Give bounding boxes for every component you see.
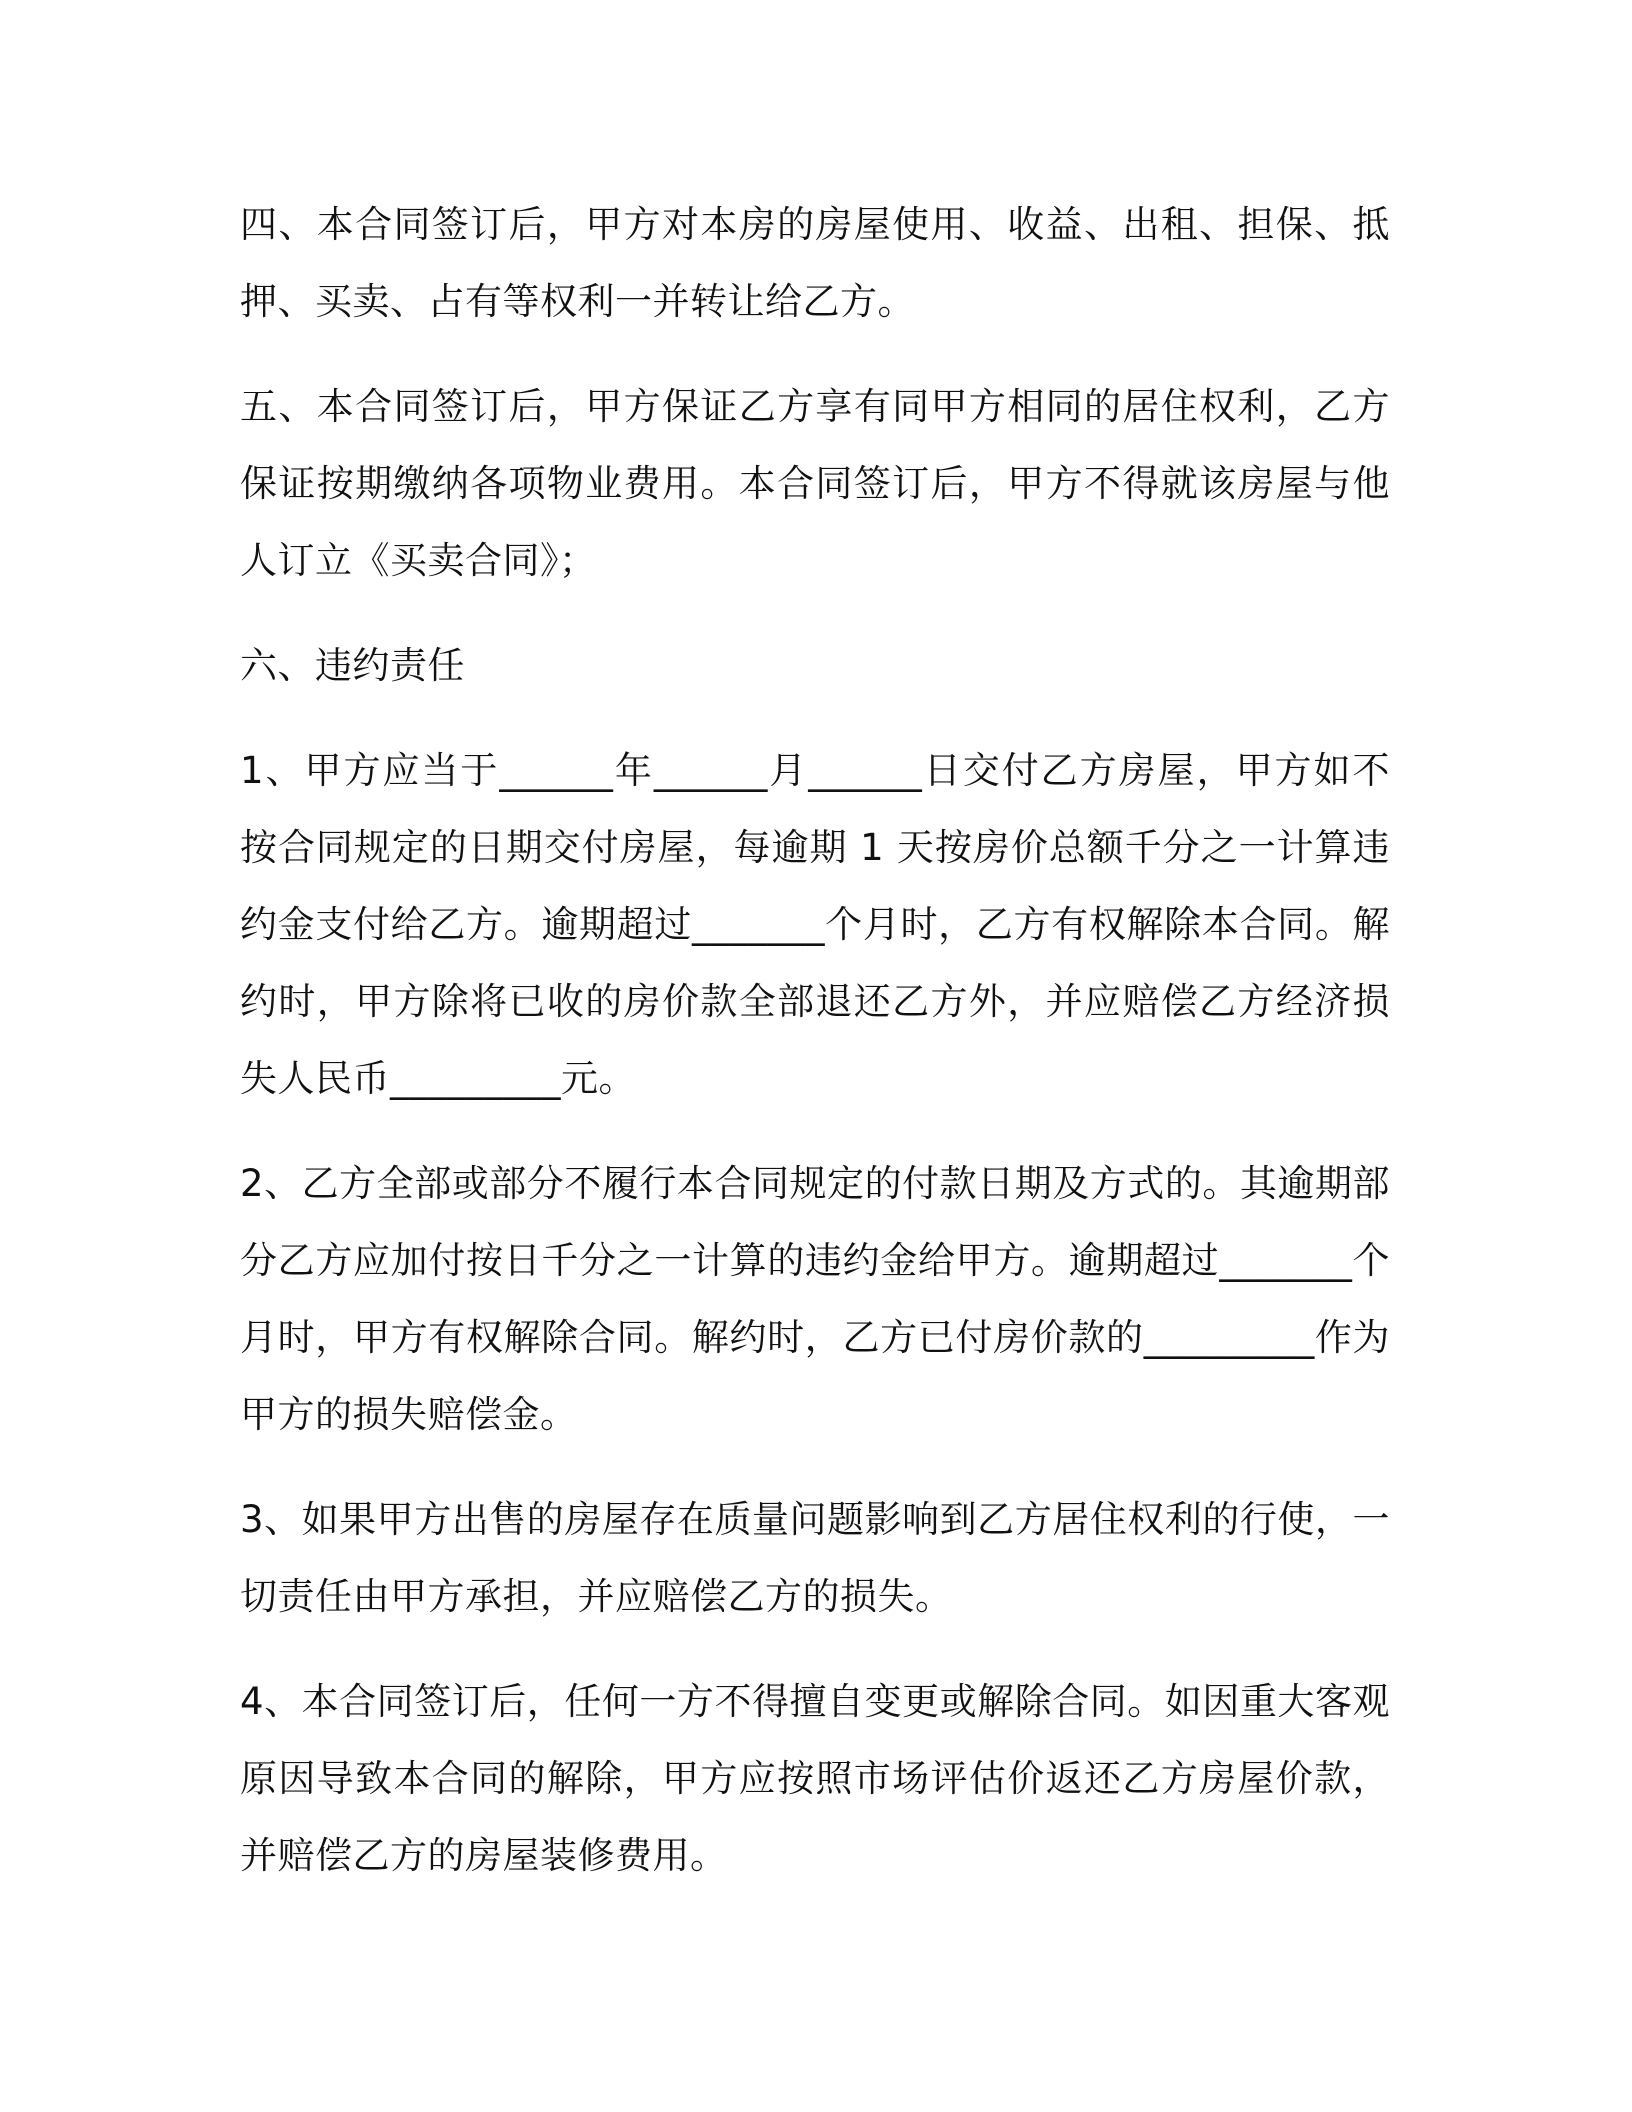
clause-4-paragraph: 四、本合同签订后，甲方对本房的房屋使用、收益、出租、担保、抵押、买卖、占有等权利一并转让给乙方。 <box>240 203 1390 323</box>
breach-item-2-paragraph: 2、乙方全部或部分不履行本合同规定的付款日期及方式的。其逾期部分乙方应加付按日千分之一计算的违约金给甲方。逾期超过_______个月时，甲方有权解除合同。解约时，乙方已付房价款的_________作为甲方的损失赔偿金。 <box>240 1162 1390 1436</box>
breach-liability-heading: 六、违约责任 <box>240 644 465 687</box>
breach-item-1-paragraph: 1、甲方应当于______年______月______日交付乙方房屋，甲方如不按合同规定的日期交付房屋，每逾期 1 天按房价总额千分之一计算违约金支付给乙方。逾期超过_______个月时，乙方有权解除本合同。解约时，甲方除将已收的房价款全部退还乙方外，并应赔偿乙方经济损失人民币_________元。 <box>240 749 1390 1100</box>
breach-item-4-paragraph: 4、本合同签订后，任何一方不得擅自变更或解除合同。如因重大客观原因导致本合同的解除，甲方应按照市场评估价返还乙方房屋价款，并赔偿乙方的房屋装修费用。 <box>240 1680 1390 1877</box>
clause-5-paragraph: 五、本合同签订后，甲方保证乙方享有同甲方相同的居住权利，乙方保证按期缴纳各项物业费用。本合同签订后，甲方不得就该房屋与他人订立《买卖合同》； <box>240 385 1390 582</box>
document-page <box>240 186 1390 1922</box>
breach-item-3-paragraph: 3、如果甲方出售的房屋存在质量问题影响到乙方居住权利的行使，一切责任由甲方承担，并应赔偿乙方的损失。 <box>240 1498 1390 1618</box>
